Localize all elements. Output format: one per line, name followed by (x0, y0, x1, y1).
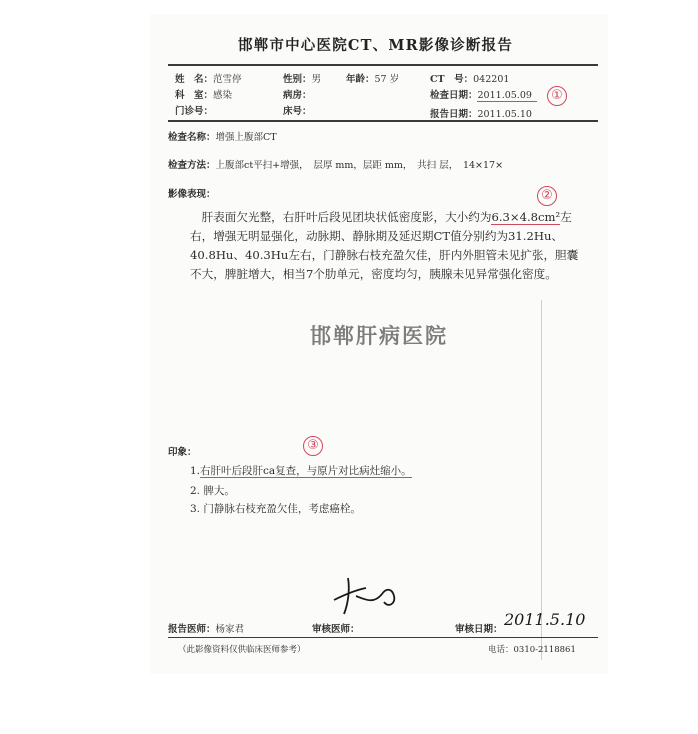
exam-date-underline (477, 101, 537, 102)
exam-name: 检查名称：增强上腹部CT (168, 132, 277, 143)
footer-phone: 电话：0310-2118861 (488, 645, 576, 655)
header-top-rule (168, 64, 598, 66)
findings-line-2: 右，增强无明显强化，动脉期、静脉期及延迟期CT值分别约为31.2Hu、 (190, 229, 564, 243)
scan-edge-line (541, 300, 542, 660)
footer-rule (168, 637, 598, 638)
findings-line-4: 不大，脾脏增大，相当7个肋单元，密度均匀，胰腺未见异常强化密度。 (190, 267, 557, 281)
department: 科 室：感染 (175, 90, 233, 101)
annotation-mark-3: ③ (303, 436, 323, 456)
ct-number: CT 号：042201 (430, 74, 510, 85)
patient-name: 姓 名：范雪停 (175, 74, 242, 85)
findings-label: 影像表现： (168, 189, 216, 200)
patient-sex: 性别：男 (283, 74, 322, 85)
annotation-mark-1: ① (547, 86, 567, 106)
findings-text (190, 208, 588, 284)
lesion-size: 6.3×4.8cm² (491, 210, 561, 224)
bed-number: 床号： (283, 106, 312, 117)
review-date-handwritten: 2011.5.10 (504, 610, 586, 629)
patient-age: 年龄：57 岁 (346, 74, 400, 85)
reviewer-label: 审核医师： (312, 624, 360, 635)
report-doctor: 报告医师：杨家君 (168, 624, 245, 635)
impression-item-3: 3. 门静脉右枝充盈欠佳，考虑癌栓。 (190, 503, 361, 515)
outpatient-number: 门诊号： (175, 106, 214, 117)
report-title: 邯郸市中心医院CT、MR影像诊断报告 (238, 37, 514, 54)
impression-item-1: 1.右肝叶后段肝ca复查，与原片对比病灶缩小。 (190, 465, 412, 477)
reviewer-signature (326, 570, 408, 616)
review-date-label: 审核日期： (455, 624, 503, 635)
exam-date: 检查日期：2011.05.09 (430, 90, 532, 101)
impression-label: 印象： (168, 447, 197, 458)
footer-note: （此影像资料仅供临床医师参考） (178, 645, 306, 655)
header-bottom-rule (168, 120, 598, 122)
ward: 病房： (283, 90, 312, 101)
impression-item-2: 2. 脾大。 (190, 485, 235, 497)
findings-line-1: 肝表面欠光整，右肝叶后段见团块状低密度影，大小约为6.3×4.8cm²左 (201, 210, 572, 224)
hospital-watermark: 邯郸肝病医院 (310, 323, 448, 348)
annotation-mark-2: ② (537, 186, 557, 206)
report-date: 报告日期：2011.05.10 (430, 109, 532, 120)
findings-line-3: 40.8Hu、40.3Hu左右，门静脉右枝充盈欠佳，肝内外胆管未见扩张，胆囊 (190, 248, 579, 262)
exam-method: 检查方法：上腹部ct平扫+增强， 层厚 mm，层距 mm， 共扫 层， 14×17× (168, 160, 504, 171)
